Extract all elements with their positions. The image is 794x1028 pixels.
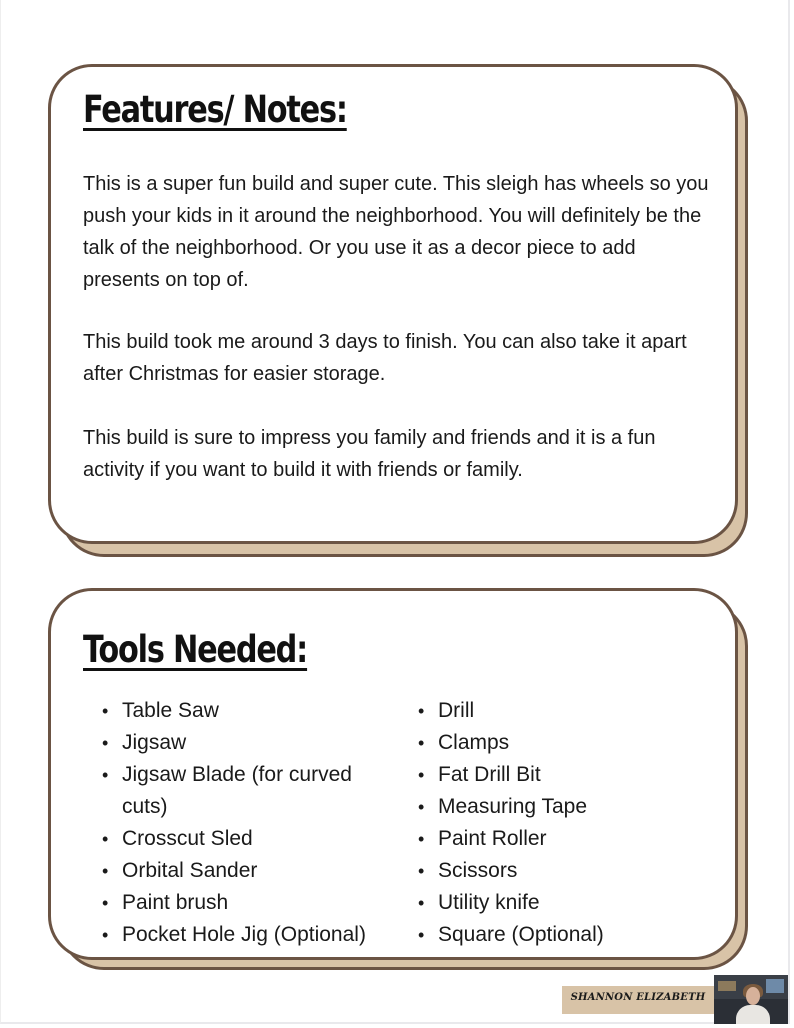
brand-name-tag: SHANNON ELIZABETH <box>562 986 714 1014</box>
list-item: • Table Saw <box>102 695 392 727</box>
list-item: • Jigsaw Blade (for curved cuts) <box>102 759 372 823</box>
list-item: • Square (Optional) <box>418 919 718 951</box>
features-title: Features/ Notes: <box>83 88 347 131</box>
author-photo <box>714 975 788 1024</box>
list-item: • Drill <box>418 695 718 727</box>
tools-title: Tools Needed: <box>83 628 308 671</box>
list-item: • Crosscut Sled <box>102 823 392 855</box>
list-item: • Measuring Tape <box>418 791 718 823</box>
list-item: • Utility knife <box>418 887 718 919</box>
tools-list-left <box>102 695 392 951</box>
list-item: • Pocket Hole Jig (Optional) <box>102 919 392 951</box>
features-paragraph-3: This build is sure to impress you family and friends and it is a fun activity if you want to build it with friends or family. <box>83 427 656 481</box>
list-item: • Orbital Sander <box>102 855 392 887</box>
list-item: • Paint brush <box>102 887 392 919</box>
features-paragraph-1: This is a super fun build and super cute. This sleigh has wheels so you push your kids in it around the neighborhood. You will definitely be the talk of the neighborhood. Or you use it as a decor piece to add presents on top of. <box>83 173 709 291</box>
list-item: • Fat Drill Bit <box>418 759 718 791</box>
tools-list-right <box>418 695 718 951</box>
features-paragraph-2: This build took me around 3 days to finish. You can also take it apart after Christmas for easier storage. <box>83 331 687 385</box>
list-item: • Paint Roller <box>418 823 718 855</box>
list-item: • Scissors <box>418 855 718 887</box>
list-item: • Jigsaw <box>102 727 392 759</box>
list-item: • Clamps <box>418 727 718 759</box>
